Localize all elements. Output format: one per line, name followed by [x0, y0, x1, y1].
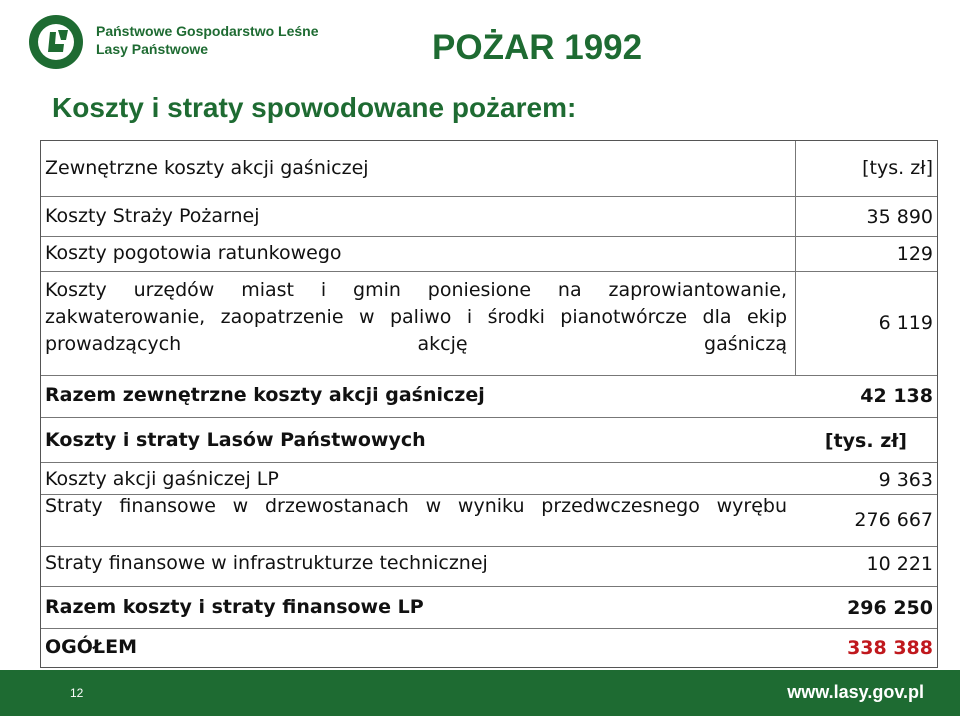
grand-total-label: OGÓŁEM: [45, 636, 137, 658]
row-label: Koszty pogotowia ratunkowego: [45, 242, 342, 264]
row-label: Straty finansowe w drzewostanach w wyniku przedwczesnego wyrębu: [45, 495, 787, 517]
total-label: Razem zewnętrzne koszty akcji gaśniczej: [45, 384, 485, 406]
total-value: 296 250: [847, 597, 933, 619]
row-label: Koszty Straży Pożarnej: [45, 205, 260, 227]
row-value: 9 363: [878, 469, 933, 491]
total-value: 42 138: [860, 385, 933, 407]
row-label: Koszty urzędów miast i gmin poniesione na zaprowiantowanie, zakwaterowanie, zaopatrzenie w paliwo i środki pianotwórcze dla ekip prowadzących akcję gaśniczą: [45, 279, 787, 355]
slide-subtitle: Koszty i straty spowodowane pożarem:: [52, 92, 577, 123]
table-row: [41, 272, 937, 376]
page-number: 12: [70, 686, 84, 700]
total-label: Razem koszty i straty finansowe LP: [45, 596, 424, 618]
grand-total-row: [41, 629, 937, 669]
costs-table: [40, 140, 938, 668]
slide-title: POŻAR 1992: [432, 28, 643, 67]
table-row: [41, 463, 937, 495]
row-value: 6 119: [878, 312, 933, 334]
section-1-unit: [tys. zł]: [862, 157, 933, 179]
lasy-panstwowe-logo: [28, 14, 84, 70]
row-value: 276 667: [854, 509, 933, 531]
website-url: www.lasy.gov.pl: [787, 682, 924, 702]
section-1-header: Zewnętrzne koszty akcji gaśniczej: [45, 157, 369, 179]
table-total-row: [41, 376, 937, 418]
row-value: 129: [896, 243, 933, 265]
row-value: 10 221: [866, 553, 933, 575]
organization-name: [96, 22, 319, 58]
row-label: Koszty akcji gaśniczej LP: [45, 468, 279, 490]
section-2-header: Koszty i straty Lasów Państwowych: [45, 429, 426, 451]
row-label: Straty finansowe w infrastrukturze technicznej: [45, 552, 488, 574]
grand-total-value: 338 388: [847, 637, 933, 659]
org-line-2: Lasy Państwowe: [96, 41, 209, 57]
section-2-unit: [tys. zł]: [824, 430, 907, 452]
table-row: [41, 237, 937, 272]
table-row: [41, 547, 937, 587]
table-section-header: [41, 141, 937, 197]
table-section-header: [41, 418, 937, 463]
row-value: 35 890: [866, 206, 933, 228]
org-line-1: Państwowe Gospodarstwo Leśne: [96, 23, 319, 39]
table-row: [41, 495, 937, 547]
table-total-row: [41, 587, 937, 629]
table-row: [41, 197, 937, 237]
